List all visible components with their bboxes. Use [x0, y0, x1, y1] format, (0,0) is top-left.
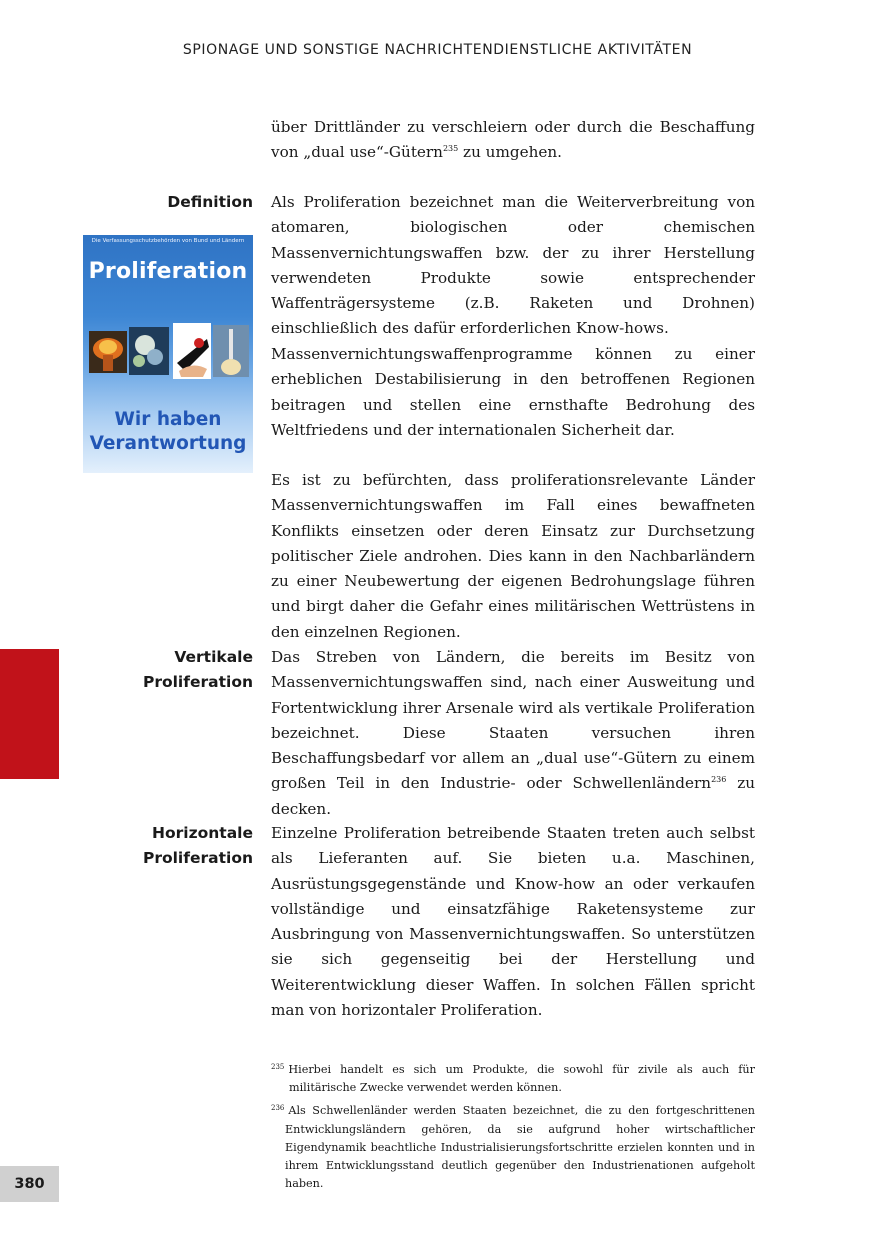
cover-subtitle-line-2: Verantwortung — [89, 433, 247, 454]
cover-photo-strip — [89, 323, 249, 385]
explosion-photo — [89, 331, 127, 373]
footnote-text: Als Schwellenländer werden Staaten bezeichnet, die zu den fortgeschrittenen Entwicklungsländern gehören, da sie aufgrund hoher wirtschaftlicher Eigendynamik beachtliche Industrialisierungsfortschritte erzielen konnten und in ihrem Entwicklungsstand deutlich gegenüber den Industrienationen aufgeholt haben. — [285, 1104, 755, 1191]
cover-publisher: Die Verfassungsschutzbehörden von Bund und Ländern — [91, 238, 245, 244]
footnote-ref-236[interactable]: 236 — [711, 775, 727, 785]
margin-label-vertical-line-2: Proliferation — [142, 673, 253, 691]
chapter-tab-marker — [0, 649, 59, 779]
definition-paragraph-1 — [271, 190, 755, 342]
footnote-235 — [271, 1058, 755, 1097]
cover-title: Proliferation — [88, 259, 248, 284]
cover-subtitle — [83, 408, 253, 456]
rocket-launch-photo — [213, 325, 249, 377]
footnotes — [271, 1058, 755, 1195]
definition-text-3: Es ist zu befürchten, dass proliferationsrelevante Länder Massenvernichtungswaffen im Fall eines bewaffneten Konflikts einsetzen oder deren Einsatz zur Durchsetzung politischer Ziele androhen. Dies kann in den Nachbarländern zu einer Neubewertung der eigenen Bedrohungslage führen und birgt daher die Gefahr eines militärischen Wettrüstens in den einzelnen Regionen. — [271, 471, 755, 641]
page-number: 380 — [0, 1166, 59, 1202]
definition-paragraph-3 — [271, 468, 755, 645]
molecule-photo — [129, 327, 169, 375]
margin-label-horizontal — [143, 821, 253, 871]
hand-dove-photo — [173, 323, 211, 379]
margin-label-horizontal-line-2: Proliferation — [142, 849, 253, 867]
footnote-number: 236 — [271, 1104, 285, 1113]
definition-text-2: Massenvernichtungswaffenprogramme können zu einer erheblichen Destabilisierung in den betroffenen Regionen beitragen und stellen eine ernsthafte Bedrohung des Weltfriedens und der internationalen Sicherheit dar. — [271, 345, 755, 439]
intro-text: über Drittländer zu verschleiern oder durch die Beschaffung von „dual use“-Gütern — [271, 118, 755, 162]
margin-label-definition: Definition — [167, 193, 253, 211]
running-header: SPIONAGE UND SONSTIGE NACHRICHTENDIENSTLICHE AKTIVITÄTEN — [182, 42, 693, 58]
margin-label-vertical — [143, 645, 253, 695]
horizontal-text: Einzelne Proliferation betreibende Staaten treten auch selbst als Lieferanten auf. Sie bieten u.a. Maschinen, Ausrüstungsgegenstände und Know-how an oder verkaufen vollständige und einsatzfähige Raketensysteme zur Ausbringung von Massenvernichtungswaffen. So unterstützen sie sich gegenseitig bei der Herstellung und Weiterentwicklung dieser Waffen. In solchen Fällen spricht man von horizontaler Proliferation. — [271, 824, 755, 1020]
definition-paragraph-2 — [271, 342, 755, 443]
definition-text-1: Als Proliferation bezeichnet man die Weiterverbreitung von atomaren, biologischen oder chemischen Massenvernichtungswaffen bzw. der zu ihrer Herstellung verwendeten Produkte sowie entsprechender Waffenträgersysteme (z.B. Raketen und Drohnen) einschließlich des dafür erforderlichen Know-hows. — [271, 193, 755, 338]
footnote-ref-235[interactable]: 235 — [442, 144, 459, 154]
footnote-text: Hierbei handelt es sich um Produkte, die sowohl für zivile als auch für militärische Zwecke verwendet werden können. — [288, 1063, 755, 1095]
brochure-cover-image — [83, 235, 253, 473]
margin-label-vertical-line-1: Vertikale — [174, 648, 253, 666]
horizontal-proliferation-paragraph — [271, 821, 755, 1023]
footnote-236 — [271, 1099, 755, 1193]
vertical-proliferation-paragraph — [271, 645, 755, 822]
intro-paragraph — [271, 115, 755, 166]
intro-text-end: zu umgehen. — [458, 143, 562, 162]
cover-subtitle-line-1: Wir haben — [114, 409, 222, 430]
footnote-number: 235 — [271, 1063, 285, 1071]
vertical-text-end: zu decken. — [271, 774, 755, 818]
margin-label-horizontal-line-1: Horizontale — [152, 824, 253, 842]
vertical-text: Das Streben von Ländern, die bereits im Besitz von Massenvernichtungswaffen sind, nach einer Ausweitung und Fortentwicklung ihrer Arsenale wird als vertikale Proliferation bezeichnet. Diese Staaten versuchen ihren Beschaffungsbedarf vor allem an „dual use“-Gütern zu einem großen Teil in den Industrie- oder Schwellenländern — [271, 648, 755, 793]
